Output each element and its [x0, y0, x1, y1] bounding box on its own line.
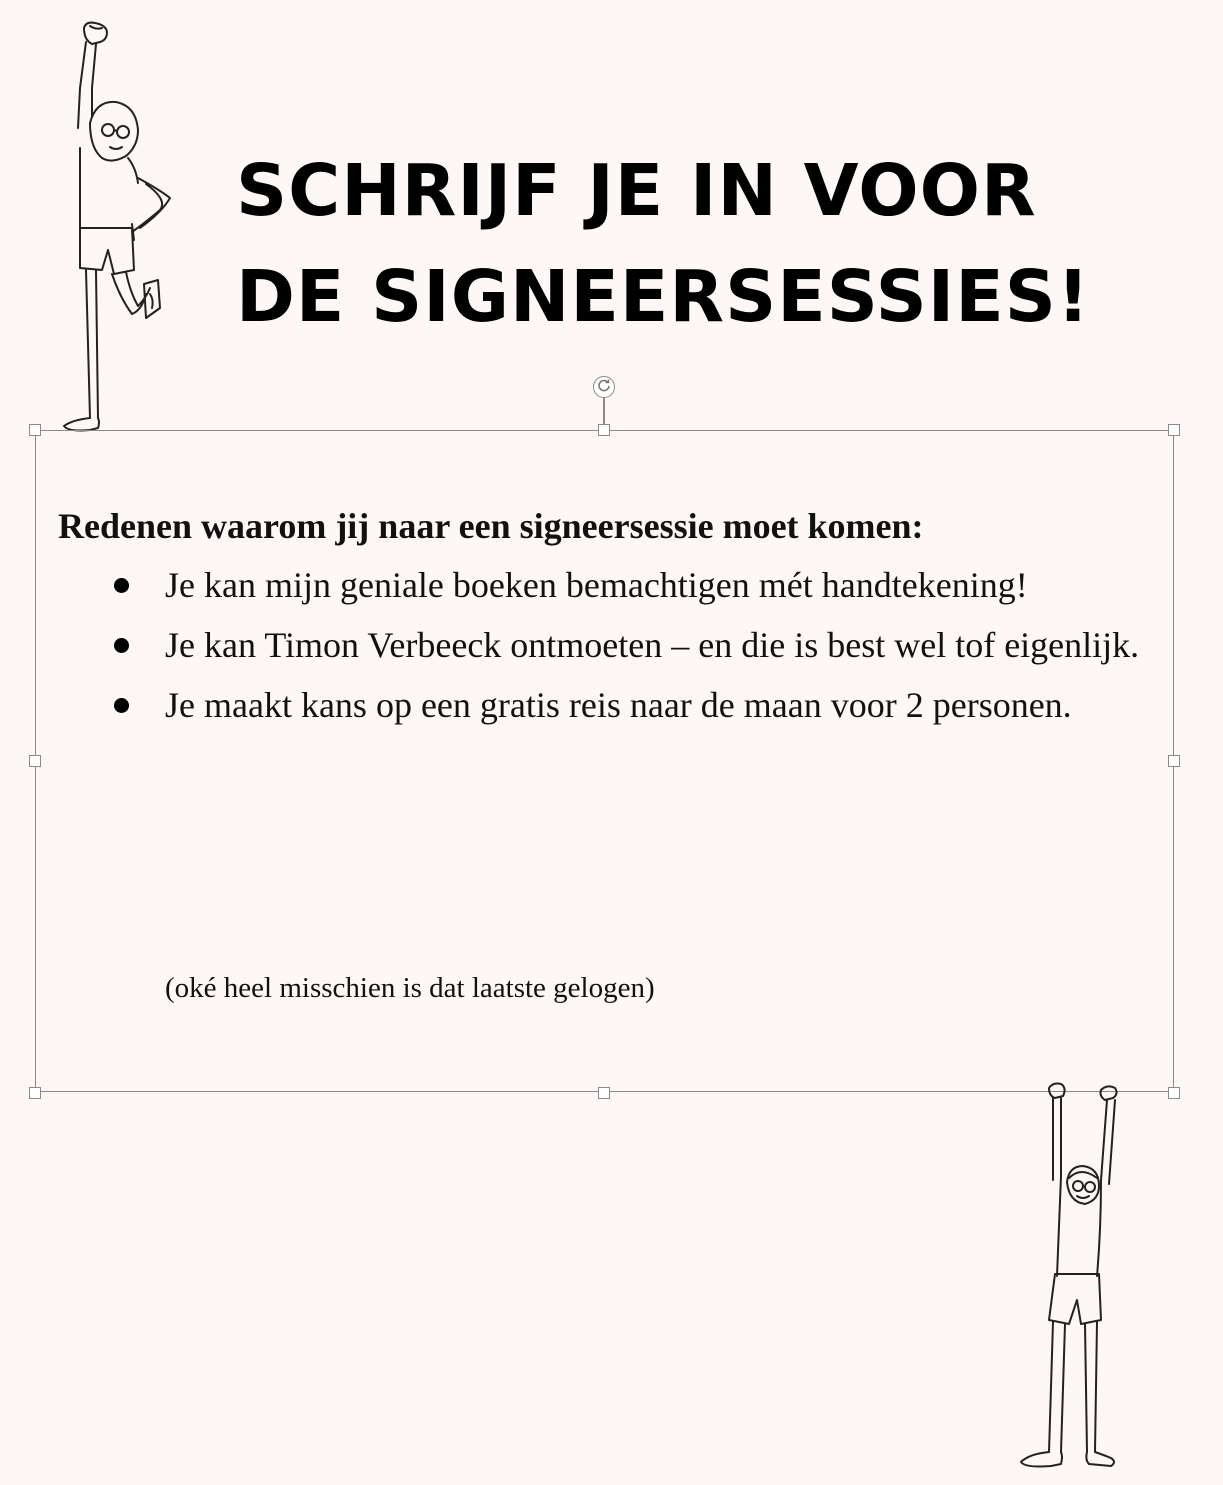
list-item	[58, 556, 1158, 614]
rotate-handle-stem	[603, 398, 605, 424]
title-line-2: DE SIGNEERSESSIES!	[236, 255, 1091, 338]
cheering-figure-illustration	[50, 18, 180, 433]
bullet-icon	[114, 638, 129, 653]
text-box-content[interactable]	[58, 498, 1158, 736]
footnote: (oké heel misschien is dat laatste gelogen)	[165, 972, 655, 1004]
resize-handle-middle-left[interactable]	[29, 755, 41, 767]
resize-handle-middle-right[interactable]	[1168, 755, 1180, 767]
reasons-list	[58, 556, 1158, 734]
list-item	[58, 616, 1158, 674]
list-item	[58, 676, 1158, 734]
reason-text: Je maakt kans op een gratis reis naar de maan voor 2 personen.	[165, 685, 1072, 725]
reason-text: Je kan mijn geniale boeken bemachtigen mét handtekening!	[165, 565, 1028, 605]
bullet-icon	[114, 698, 129, 713]
reason-text: Je kan Timon Verbeeck ontmoeten – en die is best wel tof eigenlijk.	[165, 625, 1140, 665]
resize-handle-bottom-left[interactable]	[29, 1087, 41, 1099]
hanging-figure-illustration	[1015, 1080, 1125, 1475]
title-line-1: SCHRIJF JE IN VOOR	[236, 149, 1037, 232]
poster-title	[236, 138, 1196, 350]
rotate-icon	[597, 378, 611, 397]
resize-handle-top-left[interactable]	[29, 424, 41, 436]
resize-handle-top-right[interactable]	[1168, 424, 1180, 436]
resize-handle-top-middle[interactable]	[598, 424, 610, 436]
bullet-icon	[114, 578, 129, 593]
resize-handle-bottom-middle[interactable]	[598, 1087, 610, 1099]
reasons-heading: Redenen waarom jij naar een signeersessie moet komen:	[58, 506, 924, 546]
rotate-handle[interactable]	[593, 376, 615, 398]
resize-handle-bottom-right[interactable]	[1168, 1087, 1180, 1099]
